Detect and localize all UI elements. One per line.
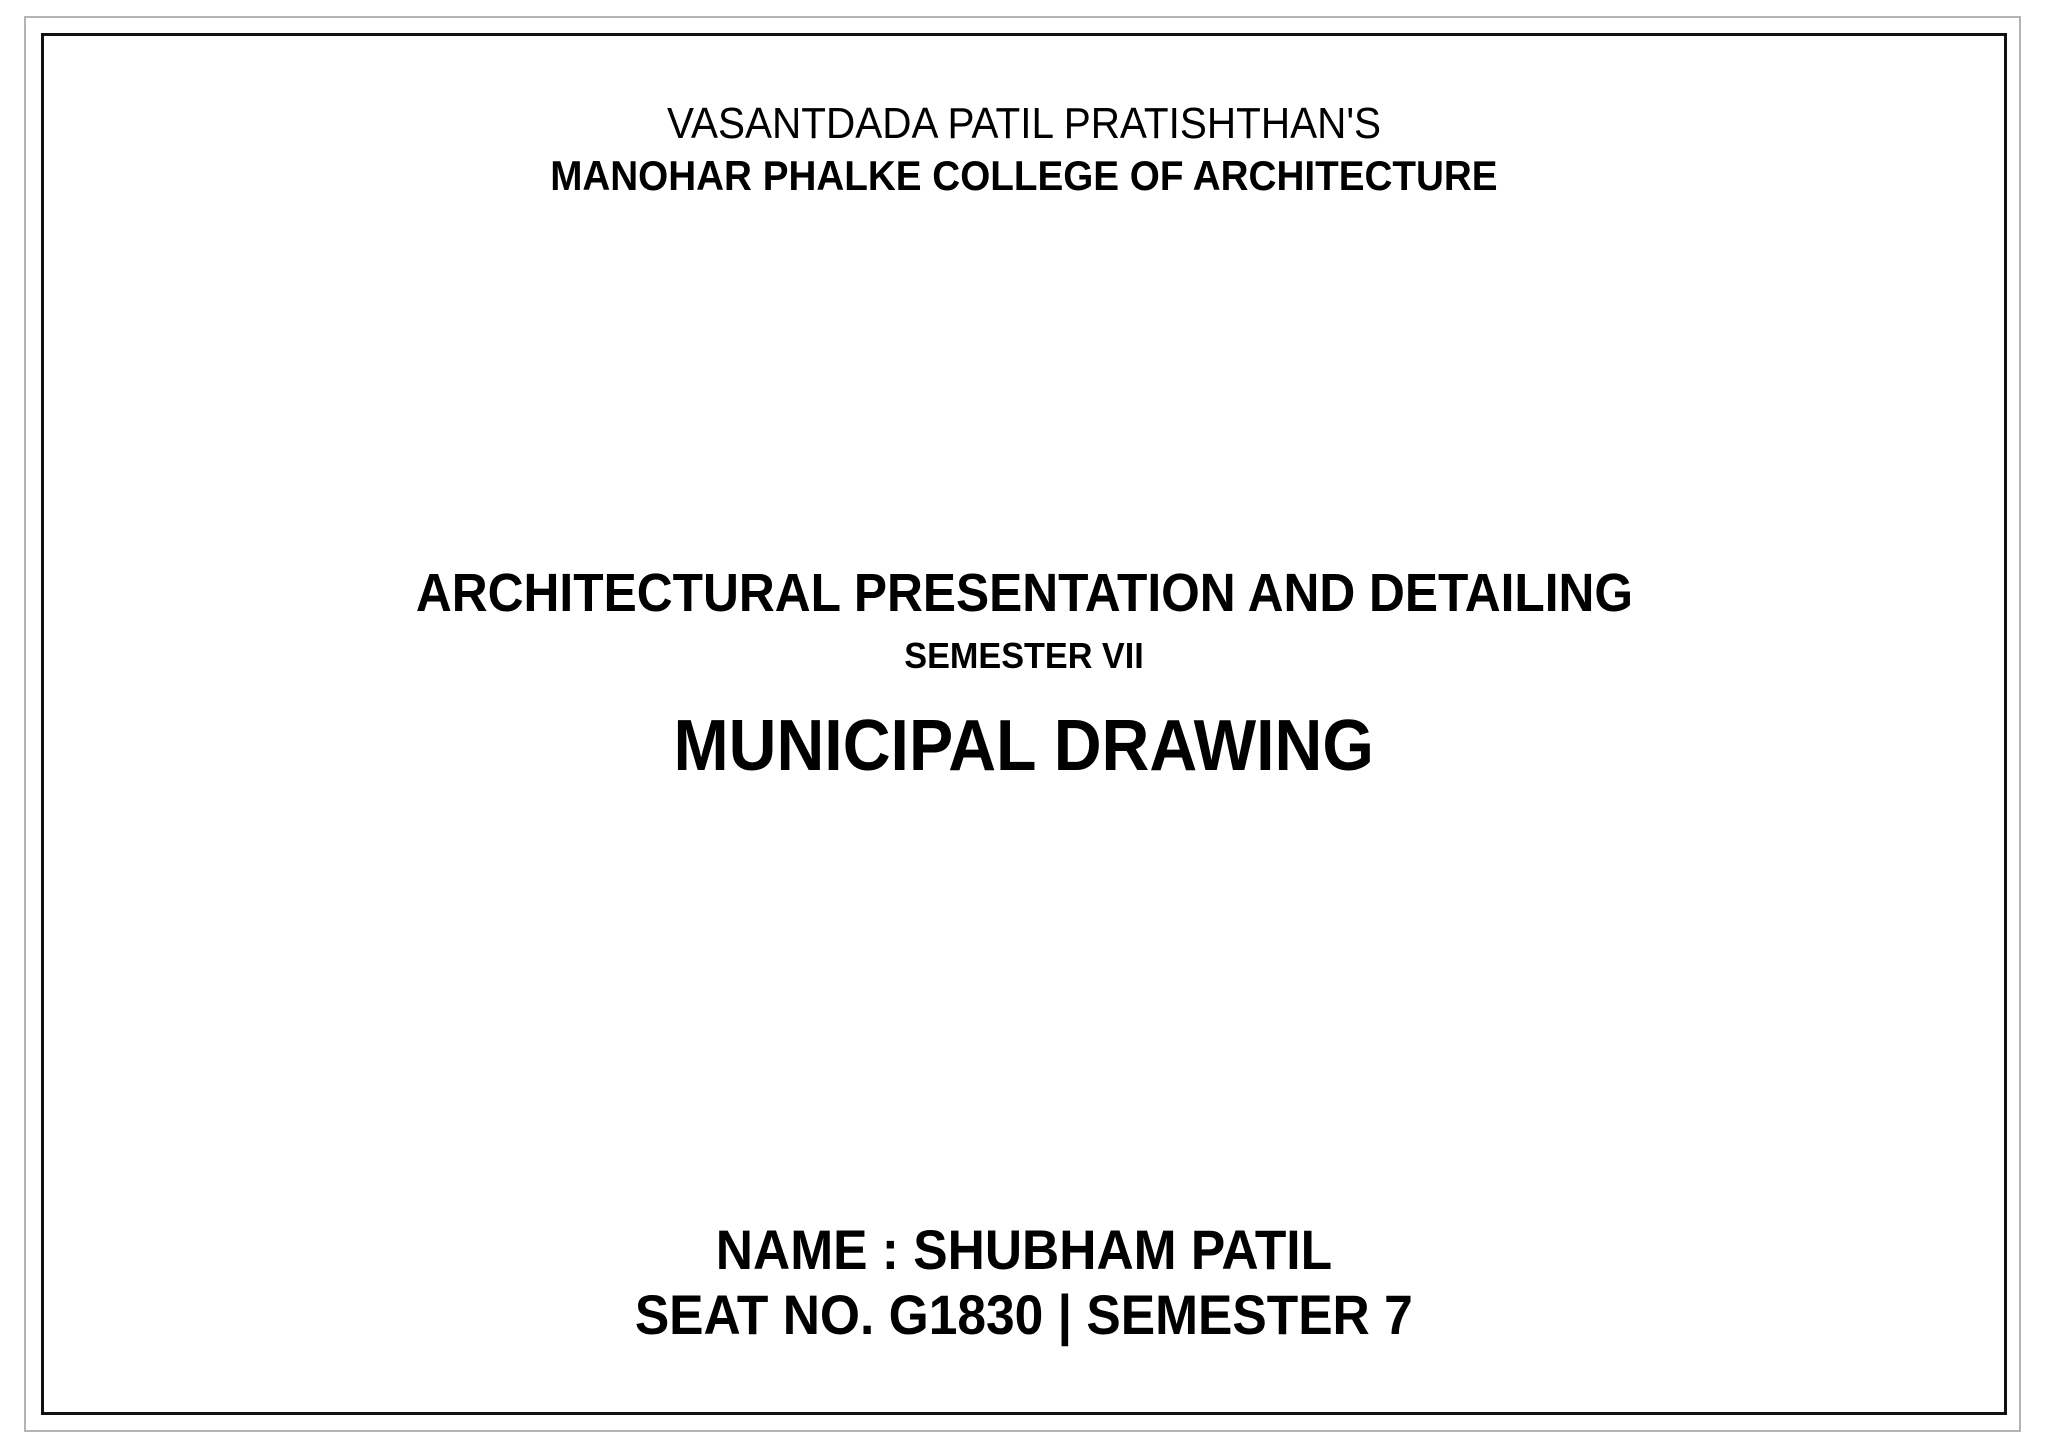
semester-text: SEMESTER VII (904, 635, 1144, 676)
college-name (0, 152, 2048, 199)
seat-number-text: SEAT NO. G1830 | SEMESTER 7 (635, 1283, 1413, 1346)
student-name-text: NAME : SHUBHAM PATIL (715, 1218, 1333, 1281)
topic-text: MUNICIPAL DRAWING (673, 706, 1375, 786)
institution-name (0, 99, 2048, 148)
subject-text: ARCHITECTURAL PRESENTATION AND DETAILING (415, 563, 1633, 623)
semester-label (0, 635, 2048, 676)
subject-title (0, 563, 2048, 623)
institution-text: VASANTDADA PATIL PRATISHTHAN'S (666, 99, 1382, 148)
college-text: MANOHAR PHALKE COLLEGE OF ARCHITECTURE (550, 152, 1498, 199)
topic-title (0, 706, 2048, 786)
student-name (0, 1218, 2048, 1281)
seat-number (0, 1283, 2048, 1346)
